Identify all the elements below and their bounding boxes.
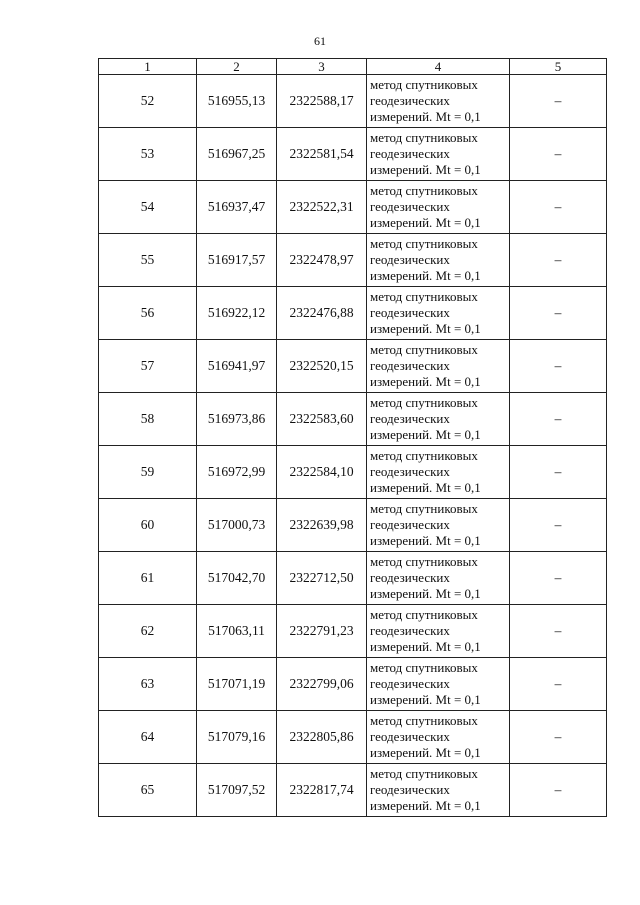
point-number-cell: 57 xyxy=(99,340,197,393)
table-row xyxy=(99,234,607,287)
method-text-line: измерений. Mt = 0,1 xyxy=(370,745,481,760)
y-coordinate-cell: 2322791,23 xyxy=(277,605,367,658)
point-number-cell: 65 xyxy=(99,764,197,817)
method-text-line: метод спутниковых xyxy=(370,554,478,569)
x-coordinate-cell: 517079,16 xyxy=(197,711,277,764)
y-coordinate-cell: 2322583,60 xyxy=(277,393,367,446)
method-text-line: метод спутниковых xyxy=(370,236,478,251)
y-coordinate-cell: 2322639,98 xyxy=(277,499,367,552)
x-coordinate-cell: 516922,12 xyxy=(197,287,277,340)
x-coordinate-cell: 516967,25 xyxy=(197,128,277,181)
table-row xyxy=(99,764,607,817)
method-cell xyxy=(367,658,510,711)
y-coordinate-cell: 2322584,10 xyxy=(277,446,367,499)
note-cell: – xyxy=(510,234,607,287)
note-cell: – xyxy=(510,393,607,446)
table-row xyxy=(99,287,607,340)
table-row xyxy=(99,605,607,658)
method-text-line: измерений. Mt = 0,1 xyxy=(370,533,481,548)
x-coordinate-cell: 516941,97 xyxy=(197,340,277,393)
method-cell xyxy=(367,446,510,499)
x-coordinate-cell: 516917,57 xyxy=(197,234,277,287)
y-coordinate-cell: 2322805,86 xyxy=(277,711,367,764)
note-cell: – xyxy=(510,128,607,181)
method-text-line: геодезических xyxy=(370,570,450,585)
column-header: 3 xyxy=(277,59,367,75)
y-coordinate-cell: 2322588,17 xyxy=(277,75,367,128)
method-text-line: метод спутниковых xyxy=(370,766,478,781)
method-text-line: геодезических xyxy=(370,623,450,638)
point-number-cell: 58 xyxy=(99,393,197,446)
coordinates-table xyxy=(98,58,607,817)
x-coordinate-cell: 517097,52 xyxy=(197,764,277,817)
column-header: 1 xyxy=(99,59,197,75)
method-text-line: метод спутниковых xyxy=(370,713,478,728)
y-coordinate-cell: 2322522,31 xyxy=(277,181,367,234)
table-row xyxy=(99,340,607,393)
method-cell xyxy=(367,605,510,658)
column-header: 2 xyxy=(197,59,277,75)
x-coordinate-cell: 516973,86 xyxy=(197,393,277,446)
point-number-cell: 63 xyxy=(99,658,197,711)
y-coordinate-cell: 2322817,74 xyxy=(277,764,367,817)
method-text-line: геодезических xyxy=(370,782,450,797)
note-cell: – xyxy=(510,499,607,552)
y-coordinate-cell: 2322581,54 xyxy=(277,128,367,181)
method-cell xyxy=(367,128,510,181)
note-cell: – xyxy=(510,711,607,764)
table-row xyxy=(99,181,607,234)
method-text-line: метод спутниковых xyxy=(370,660,478,675)
method-text-line: геодезических xyxy=(370,199,450,214)
method-text-line: метод спутниковых xyxy=(370,395,478,410)
method-text-line: метод спутниковых xyxy=(370,501,478,516)
method-text-line: измерений. Mt = 0,1 xyxy=(370,798,481,813)
method-text-line: геодезических xyxy=(370,93,450,108)
point-number-cell: 56 xyxy=(99,287,197,340)
y-coordinate-cell: 2322478,97 xyxy=(277,234,367,287)
method-text-line: метод спутниковых xyxy=(370,342,478,357)
x-coordinate-cell: 517071,19 xyxy=(197,658,277,711)
note-cell: – xyxy=(510,340,607,393)
note-cell: – xyxy=(510,446,607,499)
note-cell: – xyxy=(510,75,607,128)
table-row xyxy=(99,393,607,446)
method-cell xyxy=(367,75,510,128)
point-number-cell: 52 xyxy=(99,75,197,128)
method-text-line: измерений. Mt = 0,1 xyxy=(370,109,481,124)
method-text-line: измерений. Mt = 0,1 xyxy=(370,162,481,177)
note-cell: – xyxy=(510,658,607,711)
point-number-cell: 54 xyxy=(99,181,197,234)
method-text-line: геодезических xyxy=(370,517,450,532)
method-cell xyxy=(367,393,510,446)
table-body xyxy=(99,75,607,817)
page-number: 61 xyxy=(314,34,326,48)
note-cell: – xyxy=(510,181,607,234)
method-text-line: измерений. Mt = 0,1 xyxy=(370,268,481,283)
x-coordinate-cell: 517042,70 xyxy=(197,552,277,605)
point-number-cell: 62 xyxy=(99,605,197,658)
method-cell xyxy=(367,711,510,764)
method-cell xyxy=(367,181,510,234)
method-text-line: геодезических xyxy=(370,729,450,744)
table-row xyxy=(99,658,607,711)
method-text-line: метод спутниковых xyxy=(370,607,478,622)
method-text-line: измерений. Mt = 0,1 xyxy=(370,639,481,654)
method-text-line: геодезических xyxy=(370,676,450,691)
point-number-cell: 64 xyxy=(99,711,197,764)
point-number-cell: 55 xyxy=(99,234,197,287)
method-cell xyxy=(367,287,510,340)
method-text-line: геодезических xyxy=(370,305,450,320)
method-text-line: геодезических xyxy=(370,252,450,267)
method-text-line: измерений. Mt = 0,1 xyxy=(370,215,481,230)
method-cell xyxy=(367,499,510,552)
method-text-line: метод спутниковых xyxy=(370,130,478,145)
table-row xyxy=(99,446,607,499)
method-text-line: геодезических xyxy=(370,464,450,479)
method-text-line: измерений. Mt = 0,1 xyxy=(370,427,481,442)
method-text-line: метод спутниковых xyxy=(370,448,478,463)
method-text-line: измерений. Mt = 0,1 xyxy=(370,321,481,336)
method-text-line: метод спутниковых xyxy=(370,77,478,92)
x-coordinate-cell: 516955,13 xyxy=(197,75,277,128)
method-text-line: измерений. Mt = 0,1 xyxy=(370,586,481,601)
method-text-line: метод спутниковых xyxy=(370,289,478,304)
note-cell: – xyxy=(510,287,607,340)
method-text-line: измерений. Mt = 0,1 xyxy=(370,692,481,707)
table-row xyxy=(99,128,607,181)
method-text-line: измерений. Mt = 0,1 xyxy=(370,480,481,495)
method-text-line: геодезических xyxy=(370,146,450,161)
table-row xyxy=(99,552,607,605)
method-cell xyxy=(367,552,510,605)
note-cell: – xyxy=(510,764,607,817)
column-header: 4 xyxy=(367,59,510,75)
table-header-row xyxy=(99,59,607,75)
x-coordinate-cell: 516972,99 xyxy=(197,446,277,499)
y-coordinate-cell: 2322799,06 xyxy=(277,658,367,711)
method-cell xyxy=(367,340,510,393)
x-coordinate-cell: 517063,11 xyxy=(197,605,277,658)
point-number-cell: 61 xyxy=(99,552,197,605)
point-number-cell: 59 xyxy=(99,446,197,499)
y-coordinate-cell: 2322712,50 xyxy=(277,552,367,605)
table-row xyxy=(99,499,607,552)
x-coordinate-cell: 516937,47 xyxy=(197,181,277,234)
column-header: 5 xyxy=(510,59,607,75)
method-text-line: измерений. Mt = 0,1 xyxy=(370,374,481,389)
method-cell xyxy=(367,234,510,287)
x-coordinate-cell: 517000,73 xyxy=(197,499,277,552)
note-cell: – xyxy=(510,605,607,658)
note-cell: – xyxy=(510,552,607,605)
point-number-cell: 60 xyxy=(99,499,197,552)
method-text-line: геодезических xyxy=(370,358,450,373)
method-cell xyxy=(367,764,510,817)
point-number-cell: 53 xyxy=(99,128,197,181)
method-text-line: метод спутниковых xyxy=(370,183,478,198)
table-row xyxy=(99,75,607,128)
y-coordinate-cell: 2322520,15 xyxy=(277,340,367,393)
y-coordinate-cell: 2322476,88 xyxy=(277,287,367,340)
method-text-line: геодезических xyxy=(370,411,450,426)
table-row xyxy=(99,711,607,764)
